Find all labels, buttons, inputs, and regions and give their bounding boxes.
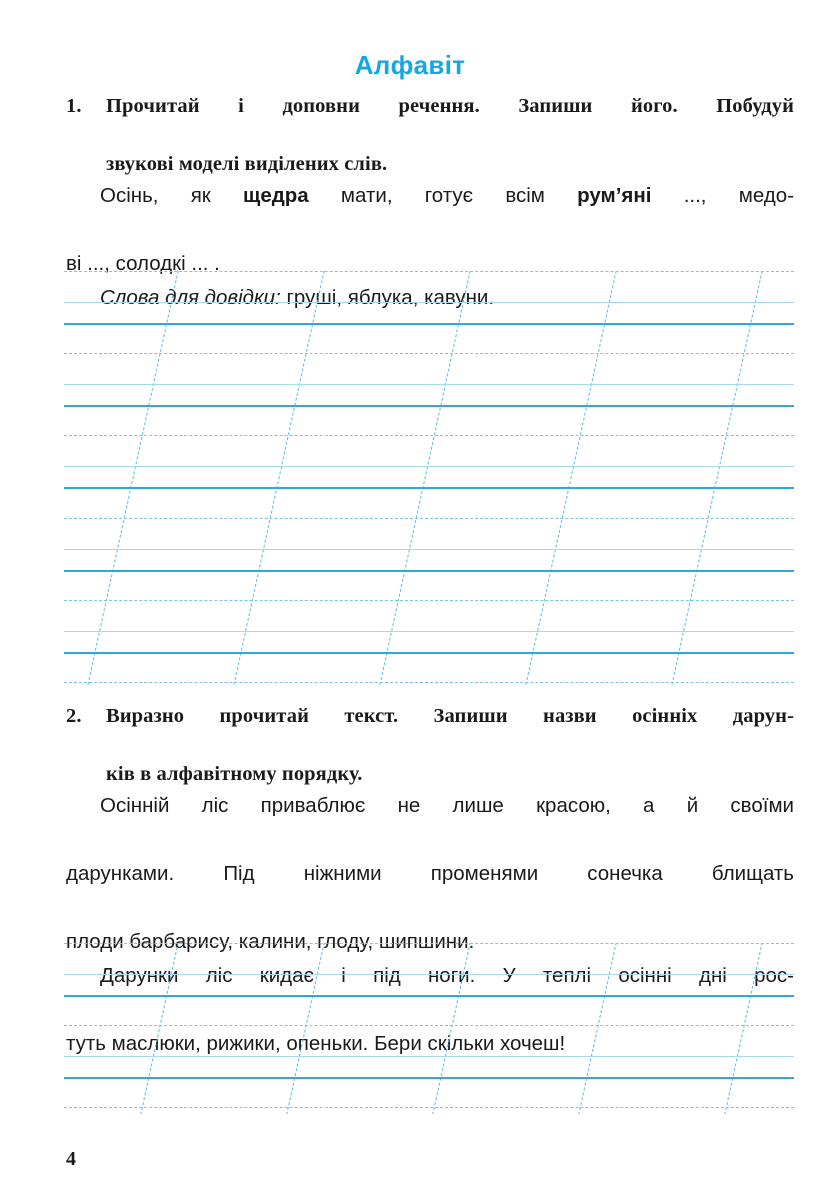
slant-guide-line — [81, 271, 183, 685]
dashed-rule-line — [64, 943, 794, 944]
exercise-2-number: 2. — [66, 705, 82, 727]
dashed-rule-line — [64, 1025, 794, 1026]
dashed-rule-line — [64, 271, 794, 272]
reference-words: груші, яблука, кавуни. — [280, 286, 495, 309]
dashed-rule-line — [64, 435, 794, 436]
exercise-2-heading-line-2: ків в алфавітному порядку. — [106, 763, 363, 785]
thin-guide-line — [64, 974, 794, 975]
exercise-1-number: 1. — [66, 95, 82, 117]
exercise-1-sentence — [66, 179, 794, 281]
dashed-rule-line — [64, 353, 794, 354]
slant-guide-line — [227, 271, 329, 685]
baseline-rule-line — [64, 570, 794, 572]
dashed-rule-line — [64, 518, 794, 519]
p2-line-1-text: Дарунки ліс кидає і під ноги. У теплі осінні дні рос- — [100, 964, 794, 987]
slant-guide-line — [425, 943, 475, 1114]
slant-guide-line — [133, 943, 183, 1114]
thin-guide-line — [64, 1056, 794, 1057]
exercise-2-p1-line-1 — [66, 789, 794, 857]
sentence-text-a: Осінь, як — [100, 184, 244, 207]
writing-area-2[interactable] — [64, 943, 794, 1114]
exercise-2-heading — [66, 702, 794, 789]
exercise-1-sentence-line-2: ві ..., солодкі ... . — [66, 252, 220, 275]
exercise-1-heading — [66, 92, 794, 179]
p1-line-1-text: Осінній ліс приваблює не лише красою, а й своїми — [100, 794, 794, 817]
writing-area-1[interactable] — [64, 271, 794, 685]
thin-guide-line — [64, 466, 794, 467]
dashed-rule-line — [64, 600, 794, 601]
sentence-text-b: мати, готує всім — [308, 184, 578, 207]
thin-guide-line — [64, 631, 794, 632]
sentence-text-c: ..., медо- — [651, 184, 794, 207]
baseline-rule-line — [64, 323, 794, 325]
baseline-rule-line — [64, 1077, 794, 1079]
exercise-2-p1-line-2: дарунками. Під ніжними променями сонечка блищать — [66, 862, 794, 885]
dashed-rule-line — [64, 1107, 794, 1108]
slant-guide-line — [571, 943, 621, 1114]
exercise-1-heading-line-2: звукові моделі виділених слів. — [106, 153, 388, 175]
exercise-1-sentence-line-1 — [66, 179, 794, 247]
exercise-2-heading-line-1: Виразно прочитай текст. Запиши назви осінніх дарун- — [106, 705, 794, 727]
sentence-bold-shchedra: щедра — [243, 184, 309, 207]
thin-guide-line — [64, 384, 794, 385]
slant-guide-line — [665, 271, 767, 685]
exercise-2-p2-line-2: туть маслюки, рижики, опеньки. Бери скільки хочеш! — [66, 1032, 566, 1055]
slant-guide-line — [519, 271, 621, 685]
baseline-rule-line — [64, 487, 794, 489]
exercise-2-p1-line-3: плоди барбарису, калини, глоду, шипшини. — [66, 930, 475, 953]
slant-guide-line — [717, 943, 767, 1114]
baseline-rule-line — [64, 405, 794, 407]
dashed-rule-line — [64, 682, 794, 683]
slant-guide-line — [279, 943, 329, 1114]
reference-label: Слова для довідки: — [100, 286, 281, 309]
page-title: Алфавіт — [354, 50, 466, 80]
sentence-bold-rumiani: рум’яні — [577, 184, 652, 207]
baseline-rule-line — [64, 652, 794, 654]
exercise-1-heading-line-1: Прочитай і доповни речення. Запиши його. Побудуй — [106, 95, 794, 117]
slant-guide-line — [373, 271, 475, 685]
thin-guide-line — [64, 549, 794, 550]
baseline-rule-line — [64, 995, 794, 997]
exercise-2-paragraph-1 — [66, 789, 794, 959]
thin-guide-line — [64, 302, 794, 303]
page-number: 4 — [66, 1148, 76, 1170]
